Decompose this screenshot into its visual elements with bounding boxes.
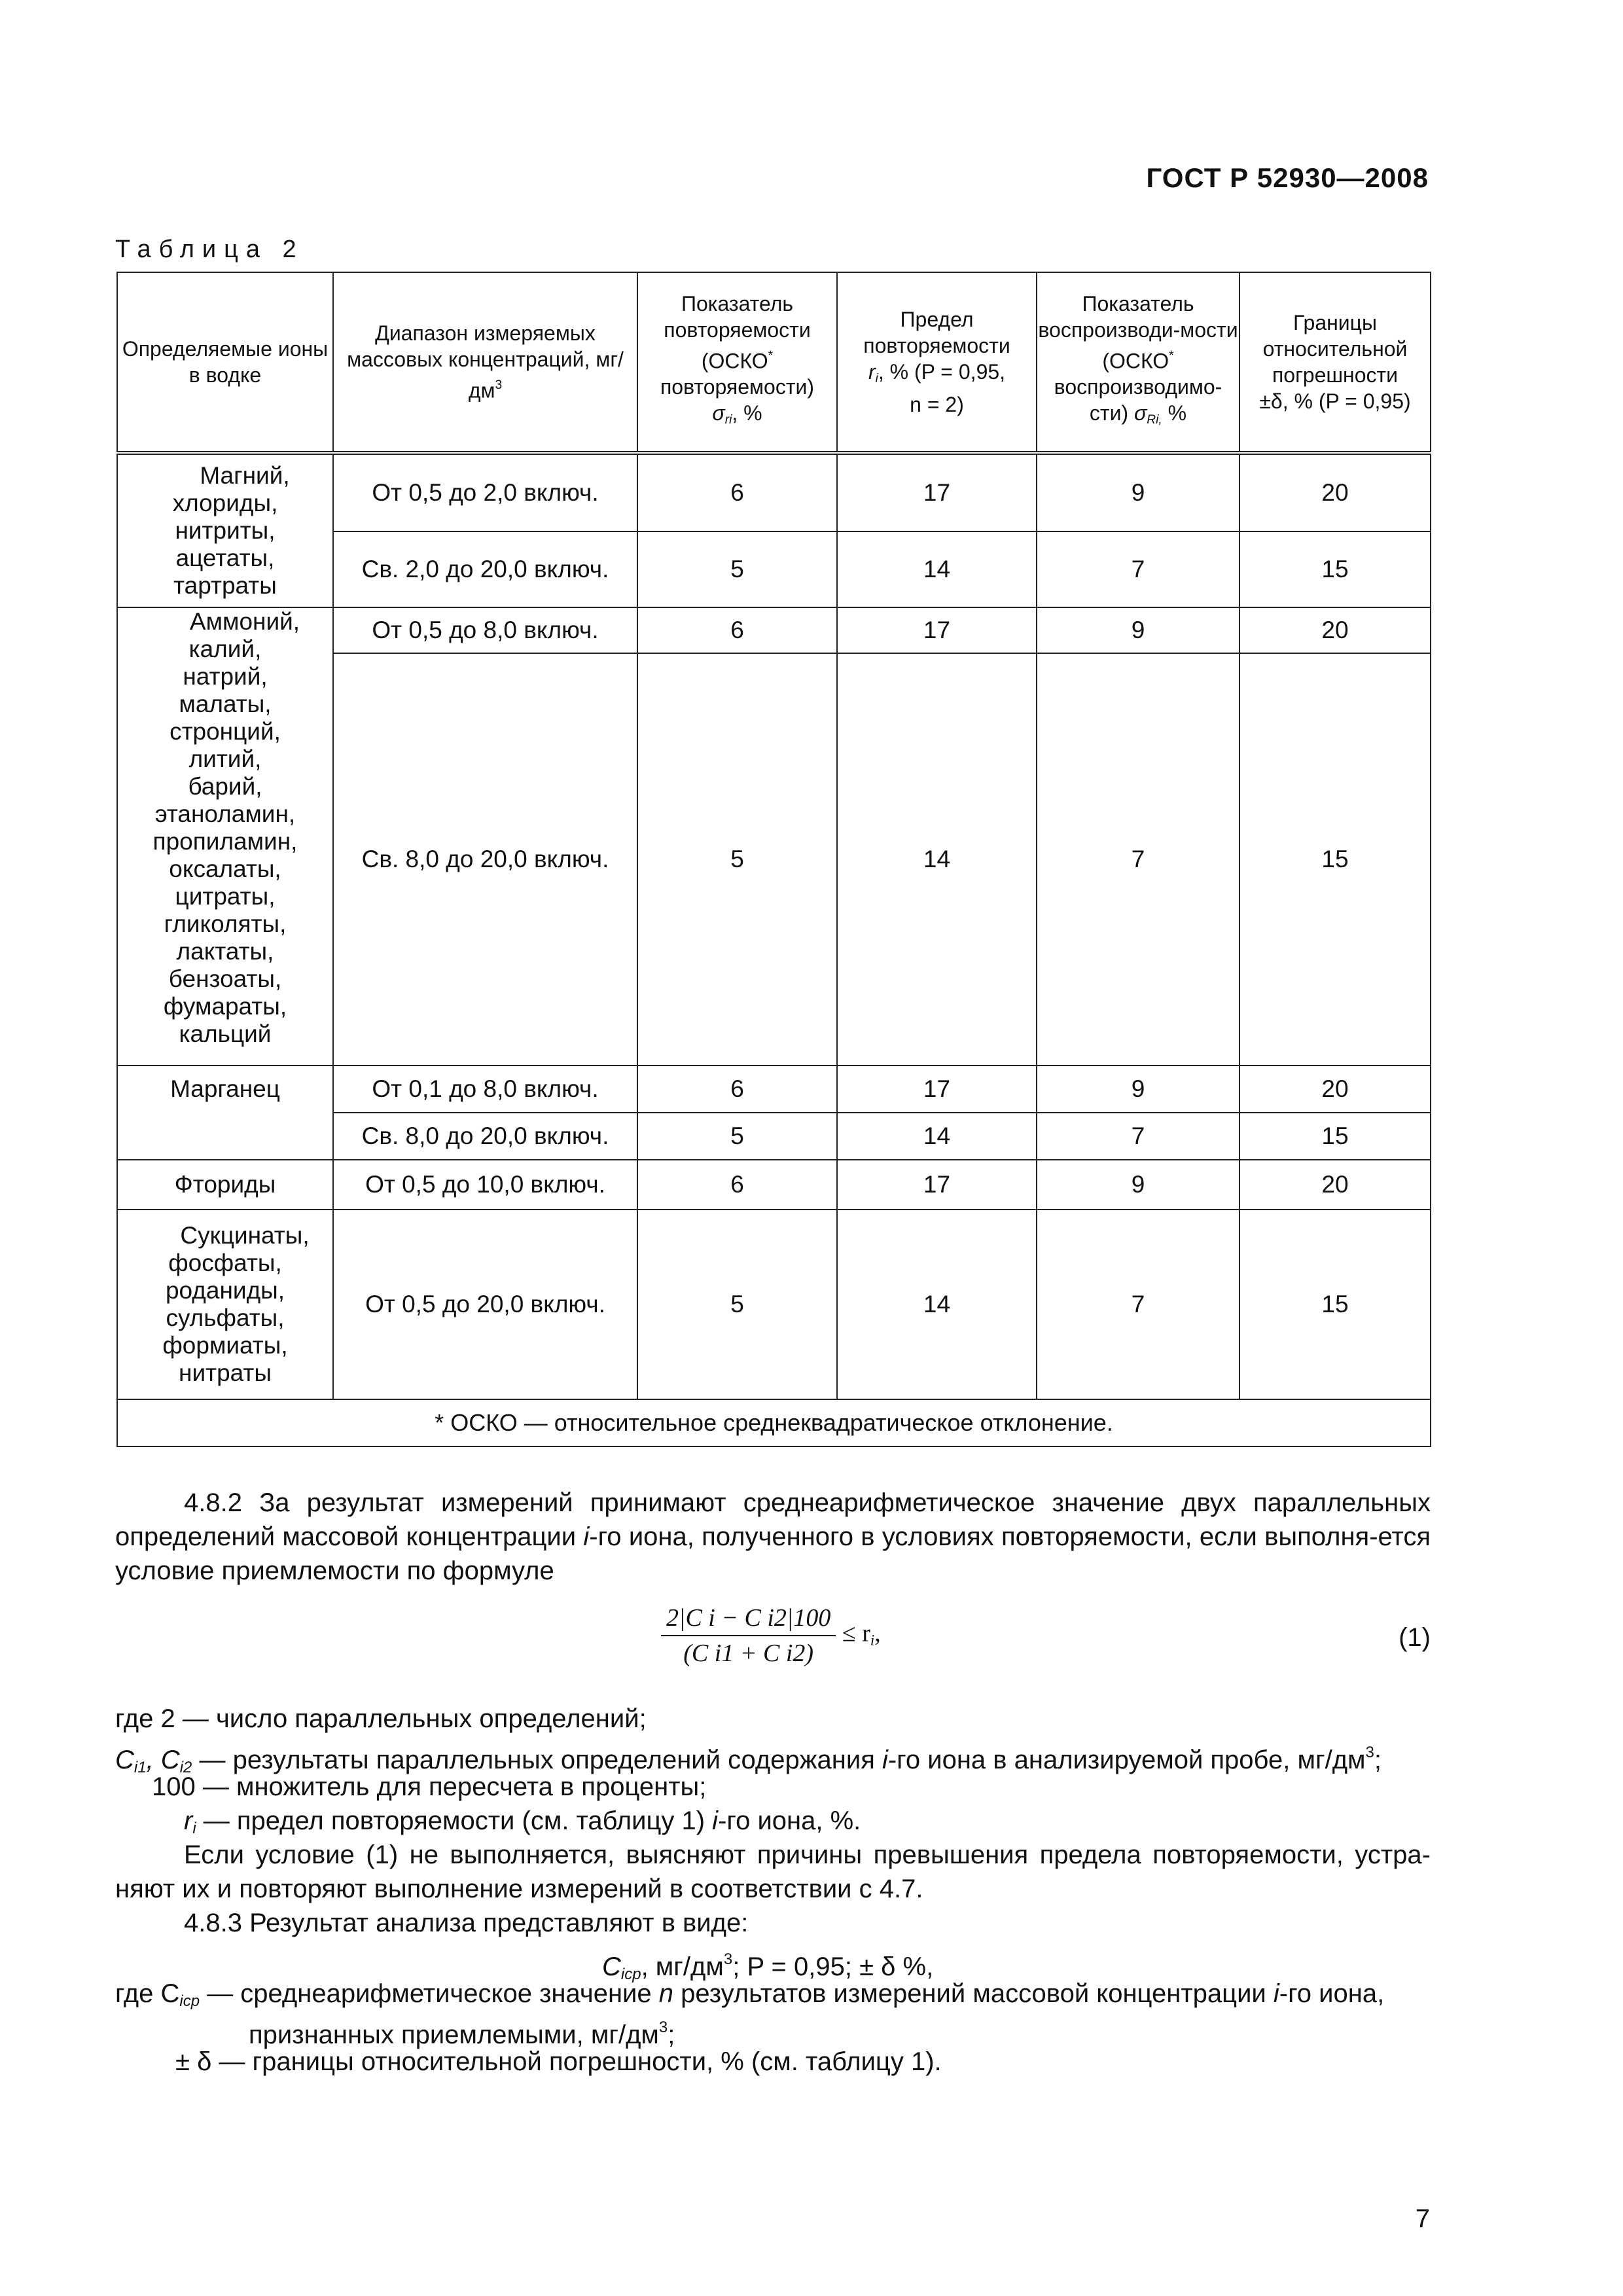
range-cell: От 0,5 до 2,0 включ. [333, 453, 637, 531]
value-cell: 14 [837, 653, 1037, 1066]
range-cell: От 0,5 до 20,0 включ. [333, 1210, 637, 1399]
paragraph-4-8-2: 4.8.2 За результат измерений принимают среднеарифметическое значение двух параллельных определений массовой концентрации i-го иона, полученного в условиях повторяемости, если выполня-ется условие приемлемости по формуле [115, 1488, 1431, 1585]
value-cell: 6 [637, 607, 837, 653]
range-cell: От 0,5 до 8,0 включ. [333, 607, 637, 653]
value-cell: 9 [1037, 607, 1240, 653]
range-cell: Св. 8,0 до 20,0 включ. [333, 653, 637, 1066]
value-cell: 15 [1240, 531, 1431, 607]
formula-1: $\frac{\text{2|C i − C i2|100}}{\text{(C i1 + C i2)}}$ ≤ $r_i$, [661, 1604, 881, 1668]
range-cell: От 0,1 до 8,0 включ. [333, 1066, 637, 1113]
value-cell: 15 [1240, 1113, 1431, 1160]
value-cell: 6 [637, 1160, 837, 1210]
value-cell: 5 [637, 1113, 837, 1160]
table-row [117, 1066, 1431, 1113]
formula-number: (1) [1399, 1623, 1431, 1652]
where-line: $C_{i1}$, $C_{i2}$ — результаты параллельных определений содержания i-го иона в анализируемой пробе, $мг/дм^3$; [115, 1744, 1382, 1776]
document-code: ГОСТ Р 52930—2008 [1146, 162, 1429, 193]
where-line: где 2 — число параллельных определений; [115, 1704, 647, 1733]
value-cell: 7 [1037, 653, 1240, 1066]
value-cell: 20 [1240, 1160, 1431, 1210]
range-cell: Св. 8,0 до 20,0 включ. [333, 1113, 637, 1160]
value-cell: 5 [637, 653, 837, 1066]
ion-cell: Марганец [117, 1066, 333, 1160]
value-cell: 14 [837, 1210, 1037, 1399]
col-error-limits: Границы относительной погрешности ±δ, % (P = 0,95) [1240, 272, 1431, 453]
where-line: 100 — множитель для пересчета в проценты; [152, 1772, 707, 1801]
value-cell: 9 [1037, 1066, 1240, 1113]
result-where-line: ± δ — границы относительной погрешности, % (см. таблицу 1). [175, 2047, 942, 2076]
value-cell: 9 [1037, 453, 1240, 531]
value-cell: 17 [837, 1160, 1037, 1210]
table-row [117, 453, 1431, 531]
table-caption: Таблица 2 [115, 236, 304, 263]
value-cell: 14 [837, 531, 1037, 607]
data-table [116, 272, 1431, 1447]
table-footnote-row [117, 1399, 1431, 1446]
table-row [117, 1210, 1431, 1399]
where-line: $r_i$ — предел повторяемости (см. таблицу 1) i-го иона, %. [184, 1806, 861, 1837]
value-cell: 20 [1240, 607, 1431, 653]
result-form: $C_{icp}$, $мг/дм^3$; P = 0,95; ± δ %, [602, 1950, 934, 1983]
value-cell: 17 [837, 1066, 1037, 1113]
ion-cell: Магний, хлориды, нитриты, ацетаты, тартраты [117, 453, 333, 607]
table-row [117, 607, 1431, 653]
value-cell: 9 [1037, 1160, 1240, 1210]
ion-cell: Аммоний, калий, натрий, малаты, стронций, литий, барий, этаноламин, пропиламин, оксалаты, цитраты, гликоляты, лактаты, бензоаты, фумараты, кальций [117, 607, 333, 1066]
table-header-row [117, 272, 1431, 453]
value-cell: 15 [1240, 653, 1431, 1066]
value-cell: 7 [1037, 531, 1240, 607]
paragraph-condition: Если условие (1) не выполняется, выясняют причины превышения предела повторяемости, устра-няют их и повторяют выполнение измерений в соответствии с 4.7. [115, 1840, 1431, 1903]
value-cell: 6 [637, 453, 837, 531]
result-where-line: где $C_{icp}$ — среднеарифметическое значение n результатов измерений массовой концентрации i-го иона, [115, 1979, 1385, 2010]
col-repeatability-limit: Предел повторяемости $r_i$, % (P = 0,95, n = 2) [837, 272, 1037, 453]
value-cell: 20 [1240, 1066, 1431, 1113]
range-cell: Св. 2,0 до 20,0 включ. [333, 531, 637, 607]
value-cell: 14 [837, 1113, 1037, 1160]
value-cell: 7 [1037, 1113, 1240, 1160]
col-range: Диапазон измеряемых массовых концентраций, $мг/дм^3$ [333, 272, 637, 453]
ion-cell: Сукцинаты, фосфаты, роданиды, сульфаты, формиаты, нитраты [117, 1210, 333, 1399]
ion-cell: Фториды [117, 1160, 333, 1210]
range-cell: От 0,5 до 10,0 включ. [333, 1160, 637, 1210]
value-cell: 7 [1037, 1210, 1240, 1399]
col-reproducibility-index: Показатель воспроизводи-мости (ОСКО* воспроизводимо-сти) $\sigma_{Ri,}$ % [1037, 272, 1240, 453]
value-cell: 6 [637, 1066, 837, 1113]
col-repeatability-index: Показатель повторяемости (ОСКО* повторяемости) $\sigma_{ri}$, % [637, 272, 837, 453]
col-ions: Определяемые ионы в водке [117, 272, 333, 453]
value-cell: 20 [1240, 453, 1431, 531]
paragraph-4-8-3: 4.8.3 Результат анализа представляют в виде: [184, 1909, 749, 1937]
value-cell: 5 [637, 1210, 837, 1399]
value-cell: 15 [1240, 1210, 1431, 1399]
table-row [117, 1160, 1431, 1210]
result-where-line: признанных приемлемыми, $мг/дм^3$; [249, 2018, 675, 2049]
value-cell: 17 [837, 607, 1037, 653]
value-cell: 5 [637, 531, 837, 607]
value-cell: 17 [837, 453, 1037, 531]
table-footnote: * ОСКО — относительное среднеквадратическое отклонение. [117, 1399, 1431, 1446]
page-number: 7 [1415, 2204, 1430, 2233]
